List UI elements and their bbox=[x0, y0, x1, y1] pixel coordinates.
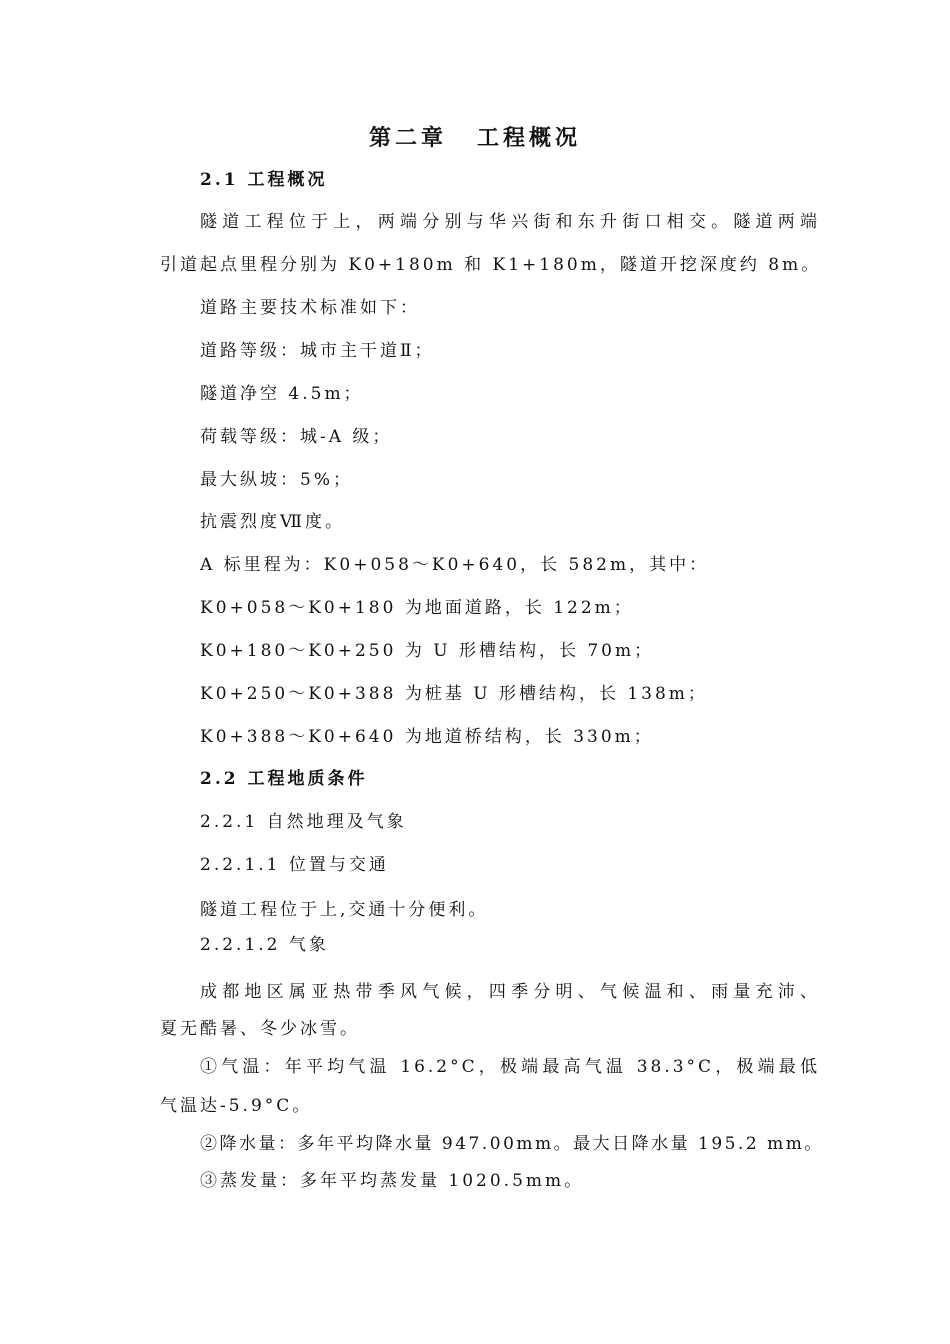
intro-paragraph-line-2: 引道起点里程分别为 K0+180m 和 K1+180m，隧道开挖深度约 8m。 bbox=[160, 255, 822, 275]
segment-item: K0+250～K0+388 为桩基 U 形槽结构，长 138m； bbox=[200, 684, 708, 704]
subsection-2-2-1-2: 2.2.1.2 气象 bbox=[200, 935, 329, 955]
road-grade: 道路等级：城市主干道Ⅱ； bbox=[200, 341, 435, 361]
evaporation: ③蒸发量：多年平均蒸发量 1020.5mm。 bbox=[200, 1171, 585, 1191]
climate-line-1: 成都地区属亚热带季风气候，四季分明、气候温和、雨量充沛、 bbox=[200, 982, 820, 1002]
tunnel-clearance: 隧道净空 4.5m； bbox=[200, 384, 364, 404]
temperature-line-2: 气温达-5.9°C。 bbox=[160, 1096, 313, 1116]
segment-item: K0+058～K0+180 为地面道路，长 122m； bbox=[200, 598, 634, 618]
climate-line-2: 夏无酷暑、冬少冰雪。 bbox=[160, 1019, 360, 1039]
subsection-2-2-1-1: 2.2.1.1 位置与交通 bbox=[200, 855, 389, 875]
subsection-2-2-1: 2.2.1 自然地理及气象 bbox=[200, 812, 407, 832]
seismic-intensity: 抗震烈度Ⅶ度。 bbox=[200, 512, 345, 532]
standards-title: 道路主要技术标准如下： bbox=[200, 298, 420, 318]
chapter-name: 工程概况 bbox=[477, 125, 582, 151]
segment-item: K0+388～K0+640 为地道桥结构，长 330m； bbox=[200, 727, 654, 747]
a-section-mileage: A 标里程为：K0+058～K0+640，长 582m，其中： bbox=[200, 555, 710, 575]
location-text: 隧道工程位于上,交通十分便利。 bbox=[200, 900, 489, 920]
intro-paragraph-line-1: 隧道工程位于上，两端分别与华兴街和东升街口相交。隧道两端 bbox=[200, 212, 820, 232]
chapter-number: 第二章 bbox=[368, 125, 447, 151]
section-heading-2-1: 2.1 工程概况 bbox=[200, 170, 328, 190]
max-slope: 最大纵坡：5%； bbox=[200, 470, 353, 490]
load-grade: 荷载等级：城-A 级； bbox=[200, 427, 393, 447]
segment-item: K0+180～K0+250 为 U 形槽结构，长 70m； bbox=[200, 641, 655, 661]
temperature-line-1: ①气温：年平均气温 16.2°C，极端最高气温 38.3°C，极端最低 bbox=[200, 1057, 820, 1077]
precipitation: ②降水量：多年平均降水量 947.00mm。最大日降水量 195.2 mm。 bbox=[200, 1134, 824, 1154]
section-heading-2-2: 2.2 工程地质条件 bbox=[200, 769, 368, 789]
chapter-title bbox=[0, 118, 950, 158]
